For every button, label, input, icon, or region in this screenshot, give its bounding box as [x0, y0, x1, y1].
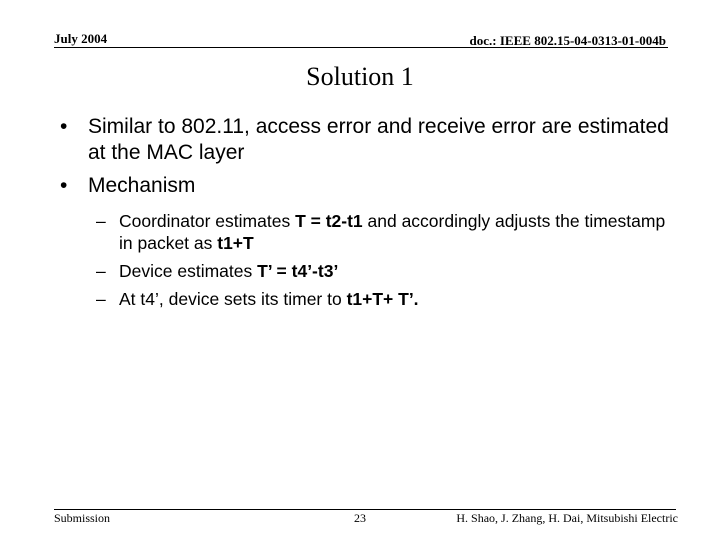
- bullet-text: Mechanism: [88, 174, 196, 197]
- bullet-item: [60, 173, 680, 199]
- sub-bullet-list: [96, 210, 676, 316]
- header-doc-id: doc.: IEEE 802.15-04-0313-01-004b: [469, 33, 666, 48]
- sub-bullet-text-part: and accordingly adjusts the timestamp in packet as: [119, 211, 666, 253]
- sub-bullet-marker: –: [96, 289, 106, 309]
- bullet-list: [60, 114, 680, 206]
- bullet-text: Similar to 802.11, access error and receive error are estimated at the MAC layer: [88, 115, 669, 164]
- footer-divider: [54, 509, 676, 510]
- sub-bullet-item: [96, 260, 676, 282]
- bullet-marker: •: [60, 174, 68, 197]
- footer-authors: H. Shao, J. Zhang, H. Dai, Mitsubishi Electric: [456, 511, 678, 525]
- footer-page-number: 23: [354, 511, 366, 525]
- header-divider: [54, 47, 668, 48]
- sub-bullet-item: [96, 288, 676, 310]
- bullet-item: [60, 114, 680, 166]
- sub-bullet-text-part: At t4’, device sets its timer to: [119, 289, 347, 309]
- sub-bullet-formula: T’ = t4’-t3’: [257, 261, 339, 281]
- sub-bullet-formula: T = t2-t1: [295, 211, 363, 231]
- sub-bullet-formula: t1+T+ T’.: [346, 289, 419, 309]
- header-date: July 2004: [54, 31, 108, 46]
- bullet-marker: •: [60, 115, 68, 138]
- sub-bullet-text-part: Device estimates: [119, 261, 258, 281]
- footer-submission: Submission: [54, 511, 111, 525]
- sub-bullet-marker: –: [96, 211, 106, 231]
- sub-bullet-marker: –: [96, 261, 106, 281]
- sub-bullet-formula: t1+T: [217, 233, 254, 253]
- sub-bullet-text-part: Coordinator estimates: [119, 211, 296, 231]
- slide-title: Solution 1: [306, 62, 414, 91]
- sub-bullet-item: [96, 210, 676, 254]
